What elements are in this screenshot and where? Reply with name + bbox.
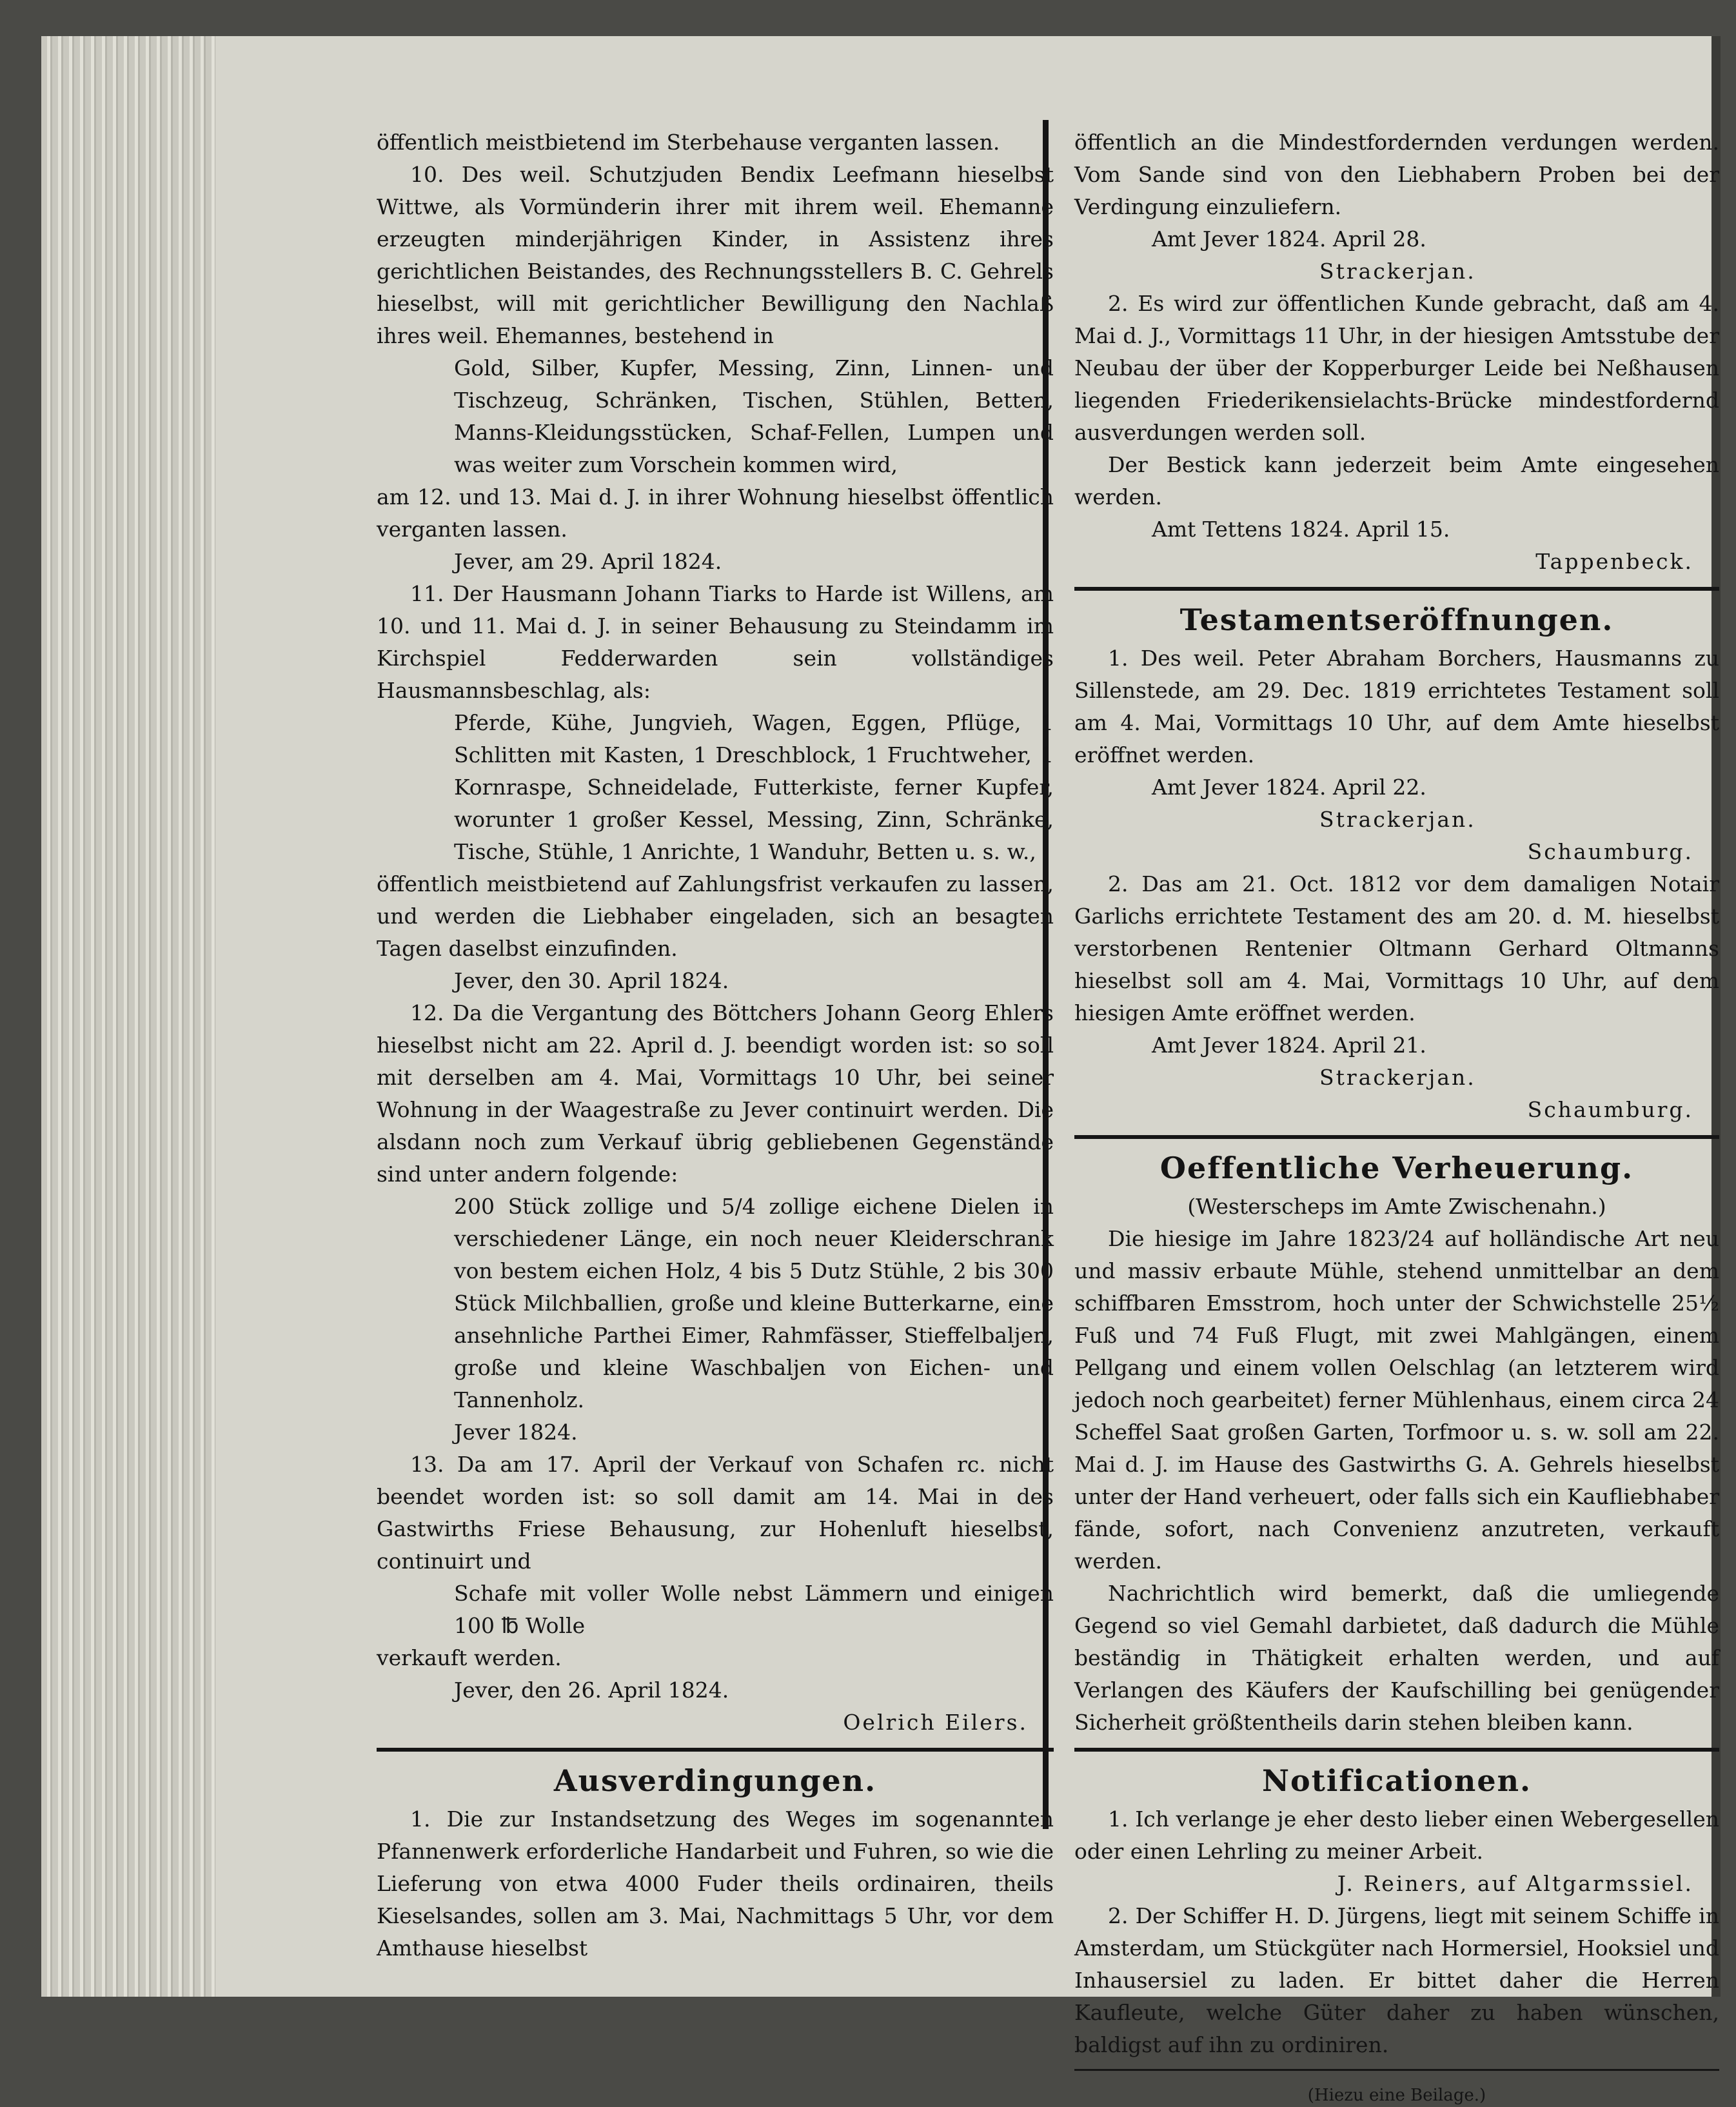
- section-rule: [1074, 1748, 1719, 1752]
- section-heading: Ausverdingungen.: [553, 1763, 877, 1798]
- section-rule: [377, 1748, 1054, 1752]
- place-date: Amt Tettens 1824. April 15.: [1152, 517, 1450, 542]
- notice-text: Die hiesige im Jahre 1823/24 auf holländische Art neu und massiv erbaute Mühle, stehend unmittelbar an dem schiffbaren Emsstrom, hoch unter der Schwichstelle 25½ Fuß und 74 Fuß Flugt, mit zwei Mahlgängen, einem Pellgang und einem vollen Oelschlag (an letzterem wird jedoch noch gearbeitet) ferner Mühlenhaus, einem circa 24 Scheffel Saat großen Garten, Torfmoor u. s. w. soll am 22. Mai d. J. im Hause des Gastwirths G. A. Gehrels hieselbst unter der Hand verheuert, oder falls sich ein Kaufliebhaber fände, sofort, nach Convenienz anzutreten, verkauft werden.: [1074, 1226, 1719, 1574]
- text-line: öffentlich meistbietend im Sterbehause verganten lassen.: [377, 130, 1000, 155]
- item-list: Pferde, Kühe, Jungvieh, Wagen, Eggen, Pflüge, 1 Schlitten mit Kasten, 1 Dreschblock, 1 Fruchtweher, 1 Kornraspe, Schneidelade, Futterkiste, ferner Kupfer, worunter 1 großer Kessel, Messing, Zinn, Schränke, Tische, Stühle, 1 Anrichte, 1 Wanduhr, Betten u. s. w.,: [454, 710, 1054, 864]
- place-date: Amt Jever 1824. April 21.: [1152, 1033, 1426, 1058]
- place-date: Jever, den 30. April 1824.: [454, 968, 729, 993]
- signature: J. Reiners, auf Altgarmssiel.: [1337, 1871, 1693, 1896]
- section-heading: Testamentseröffnungen.: [1179, 602, 1614, 637]
- notice-13: 13. Da am 17. April der Verkauf von Schafen rc. nicht beendet worden ist: so soll damit am 14. Mai in des Gastwirths Friese Behausung, zur Hohenluft hieselbst, continuirt und: [377, 1452, 1054, 1574]
- place-date: Jever, den 26. April 1824.: [454, 1677, 729, 1703]
- item-list: Schafe mit voller Wolle nebst Lämmern und einigen 100 ℔ Wolle: [454, 1581, 1054, 1638]
- footer-rule: [1074, 2069, 1719, 2071]
- notice-11: 11. Der Hausmann Johann Tiarks to Harde ist Willens, am 10. und 11. Mai d. J. in seiner Behausung zu Steindamm im Kirchspiel Fedderwarden sein vollständiges Hausmannsbeschlag, als:: [377, 581, 1054, 703]
- left-column: [377, 126, 1054, 1964]
- signature: Schaumburg.: [1527, 839, 1693, 864]
- newspaper-page: [41, 36, 1721, 2105]
- item-list: 200 Stück zollige und 5/4 zollige eichene Dielen in verschiedener Länge, ein noch neuer Kleiderschrank von bestem eichen Holz, 4 bis 5 Dutz Stühle, 2 bis 300 Stück Milchballien, große und kleine Butterkarne, eine ansehnliche Parthei Eimer, Rahmfässer, Stieffelbaljen, große und kleine Waschbaljen von Eichen- und Tannenholz.: [454, 1194, 1054, 1412]
- signature: Oelrich Eilers.: [843, 1710, 1028, 1735]
- notice-text: 2. Es wird zur öffentlichen Kunde gebracht, daß am 4. Mai d. J., Vormittags 11 Uhr, in der hiesigen Amtsstube der Neubau der über der Kopperburger Leide bei Neßhausen liegenden Friederikensielachts-Brücke mindestfordernd ausverdungen werden soll.: [1074, 291, 1719, 445]
- signature: Tappenbeck.: [1535, 549, 1693, 574]
- signature: Strackerjan.: [1319, 1065, 1476, 1090]
- place-date: Amt Jever 1824. April 28.: [1152, 226, 1426, 252]
- signature: Schaumburg.: [1527, 1097, 1693, 1122]
- place-date: Jever, am 29. April 1824.: [454, 549, 722, 574]
- section-heading: Oeffentliche Verheuerung.: [1159, 1151, 1634, 1185]
- notice-text: 2. Das am 21. Oct. 1812 vor dem damaligen Notair Garlichs errichtete Testament des am 20. d. M. hieselbst verstorbenen Rentenier Oltmann Gerhard Oltmanns hieselbst soll am 4. Mai, Vormittags 10 Uhr, auf dem hiesigen Amte eröffnet werden.: [1074, 871, 1719, 1025]
- notice-text: Nachrichtlich wird bemerkt, daß die umliegende Gegend so viel Gemahl darbietet, daß dadurch die Mühle beständig in Thätigkeit erhalten werden, und auf Verlangen des Käufers der Kaufschilling bei genügender Sicherheit größtentheils darin stehen bleiben kann.: [1074, 1581, 1719, 1735]
- notice-text: 1. Ich verlange je eher desto lieber einen Webergesellen oder einen Lehrling zu meiner Arbeit.: [1074, 1806, 1719, 1864]
- footer-note: (Hiezu eine Beilage.): [1307, 2086, 1486, 2105]
- item-list: Gold, Silber, Kupfer, Messing, Zinn, Linnen- und Tischzeug, Schränken, Tischen, Stühlen, Betten, Manns-Kleidungsstücken, Schaf-Fellen, Lumpen und was weiter zum Vorschein kommen wird,: [454, 355, 1054, 477]
- section-rule: [1074, 1135, 1719, 1139]
- text-line: öffentlich an die Mindestfordernden verdungen werden. Vom Sande sind von den Liebhabern Proben bei der Verdingung einzuliefern.: [1074, 130, 1719, 219]
- notice-12: 12. Da die Vergantung des Böttchers Johann Georg Ehlers hieselbst nicht am 22. April d. J. beendigt worden ist: so soll mit derselben am 4. Mai, Vormittags 10 Uhr, bei seiner Wohnung in der Waagestraße zu Jever continuirt werden. Die alsdann noch zum Verkauf übrig gebliebenen Gegenstände sind unter andern folgende:: [377, 1000, 1054, 1187]
- text-line: am 12. und 13. Mai d. J. in ihrer Wohnung hieselbst öffentlich verganten lassen.: [377, 484, 1054, 542]
- notice-text: 1. Des weil. Peter Abraham Borchers, Hausmanns zu Sillenstede, am 29. Dec. 1819 errichtetes Testament soll am 4. Mai, Vormittags 10 Uhr, auf dem Amte hieselbst eröffnet werden.: [1074, 646, 1719, 767]
- stacked-page-edges: [41, 36, 215, 1997]
- right-column: [1074, 126, 1719, 2107]
- notice-10: 10. Des weil. Schutzjuden Bendix Leefmann hieselbst Wittwe, als Vormünderin ihrer mit ihrem weil. Ehemanne erzeugten minderjährigen Kinder, in Assistenz ihres gerichtlichen Beistandes, des Rechnungsstellers B. C. Gehrels hieselbst, will mit gerichtlicher Bewilligung den Nachlaß ihres weil. Ehemannes, bestehend in: [377, 162, 1054, 348]
- signature: Strackerjan.: [1319, 807, 1476, 832]
- section-subheading: (Westerscheps im Amte Zwischenahn.): [1187, 1194, 1606, 1219]
- notice-text: 1. Die zur Instandsetzung des Weges im sogenannten Pfannenwerk erforderliche Handarbeit und Fuhren, so wie die Lieferung von etwa 4000 Fuder theils ordinairen, theils Kieselsandes, sollen am 3. Mai, Nachmittags 5 Uhr, vor dem Amthause hieselbst: [377, 1806, 1054, 1961]
- notice-text: Der Bestick kann jederzeit beim Amte eingesehen werden.: [1074, 452, 1719, 509]
- place-date: Jever 1824.: [454, 1420, 578, 1445]
- place-date: Amt Jever 1824. April 22.: [1152, 775, 1426, 800]
- section-heading: Notificationen.: [1261, 1763, 1532, 1798]
- section-rule: [1074, 587, 1719, 591]
- text-line: öffentlich meistbietend auf Zahlungsfrist verkaufen zu lassen, und werden die Liebhaber eingeladen, sich an besagten Tagen daselbst einzufinden.: [377, 871, 1054, 961]
- signature: Strackerjan.: [1319, 259, 1476, 284]
- text-line: verkauft werden.: [377, 1645, 562, 1670]
- notice-text: 2. Der Schiffer H. D. Jürgens, liegt mit seinem Schiffe in Amsterdam, um Stückgüter nach Hormersiel, Hooksiel und Inhausersiel zu laden. Er bittet daher die Herren Kaufleute, welche Güter daher zu haben wünschen, baldigst auf ihn zu ordiniren.: [1074, 1903, 1719, 2057]
